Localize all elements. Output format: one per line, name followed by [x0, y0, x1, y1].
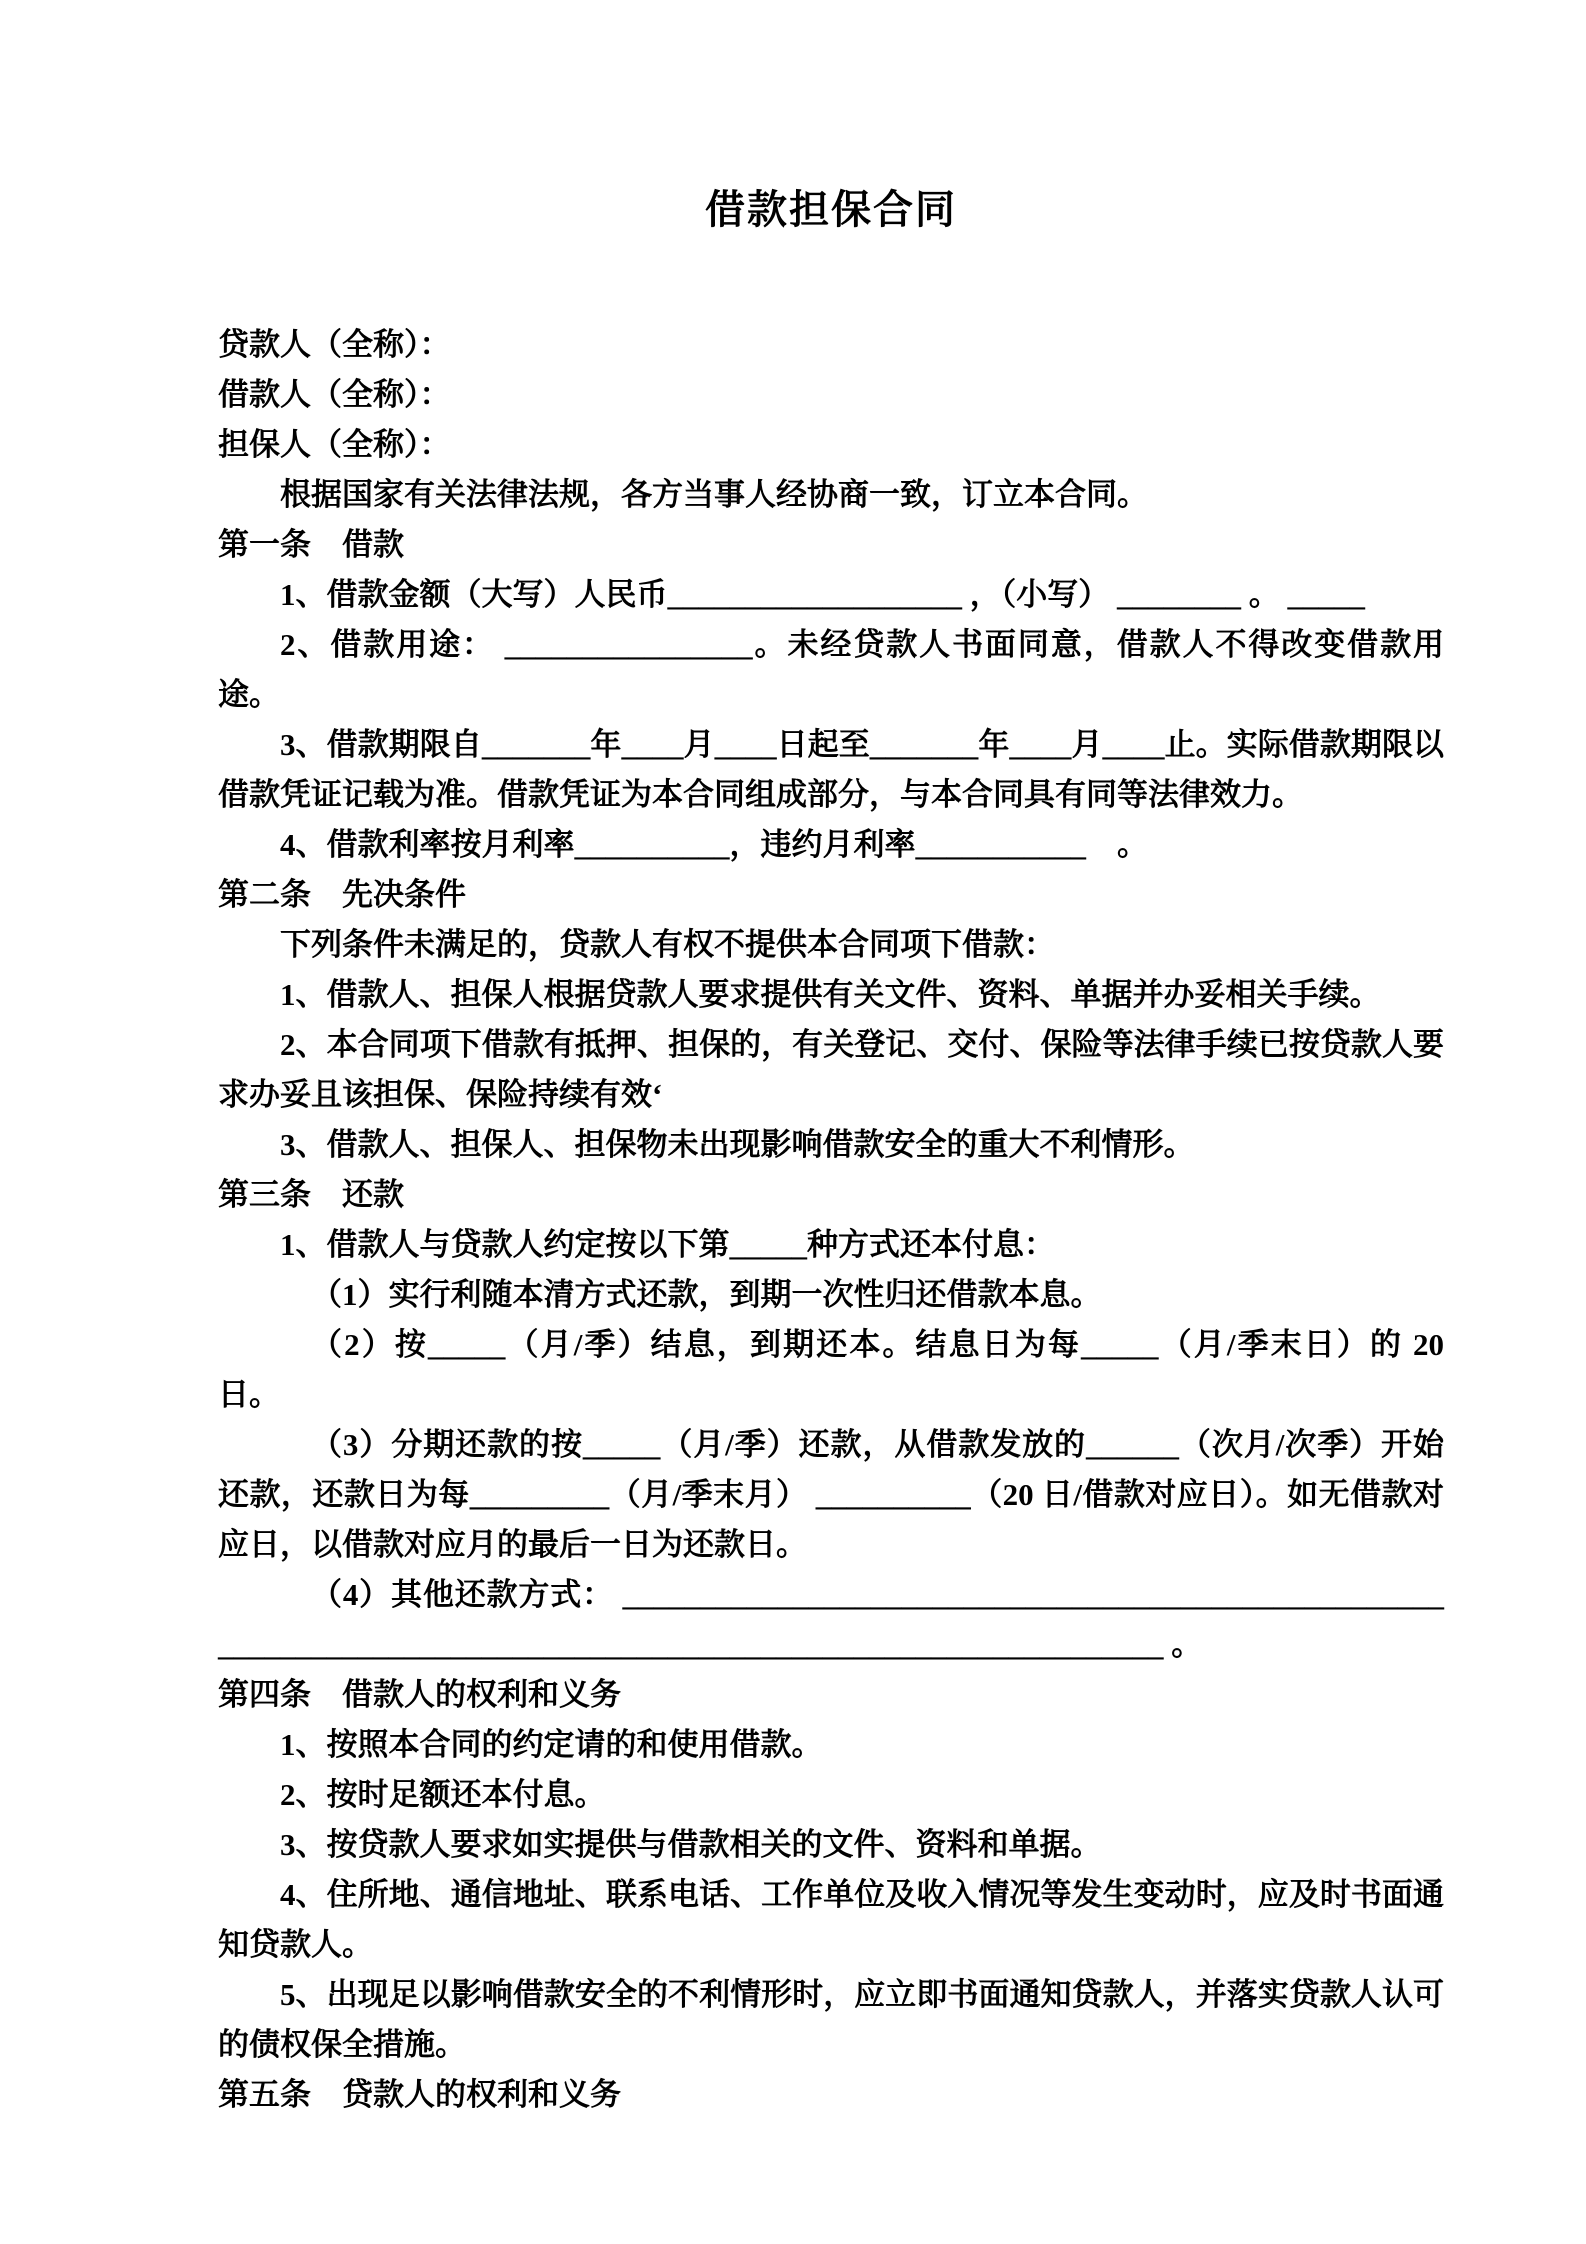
paragraph-text: 1、按照本合同的约定请的和使用借款。	[280, 1727, 823, 1762]
section-heading: 第一条 借款	[218, 527, 404, 562]
paragraph-text: 根据国家有关法律法规，各方当事人经协商一致，订立本合同。	[280, 477, 1148, 512]
section-heading: 第二条 先决条件	[218, 877, 466, 912]
paragraph-text: 2、本合同项下借款有抵押、担保的，有关登记、交付、保险等法律手续已按贷款人要求办妥且该担保、保险持续有效‘	[218, 1027, 1444, 1112]
paragraph-text: 借款人（全称）：	[218, 377, 451, 412]
section-heading: 第五条 贷款人的权利和义务	[218, 2077, 621, 2112]
paragraph-text: （3）分期还款的按_____（月/季）还款，从借款发放的______（次月/次季）开始 还款，还款日为每_________（月/季末月） __________（20 日/借款对应日）。如无借款对应日，以借款对应月的最后一日为还款日。	[218, 1427, 1444, 1562]
paragraph-text: （2）按_____（月/季）结息，到期还本。结息日为每_____（月/季末日）的 20 日。	[218, 1327, 1444, 1412]
paragraph-text: 4、借款利率按月利率__________，违约月利率___________ 。	[280, 827, 1148, 862]
paragraph-text: 2、借款用途： ________________。未经贷款人书面同意，借款人不得改变借款用途。	[218, 627, 1444, 712]
paragraph-text: 5、出现足以影响借款安全的不利情形时，应立即书面通知贷款人，并落实贷款人认可的债权保全措施。	[218, 1977, 1444, 2062]
paragraph-text: 担保人（全称）：	[218, 427, 451, 462]
paragraph-text: 2、按时足额还本付息。	[280, 1777, 606, 1812]
section-heading: 第三条 还款	[218, 1177, 404, 1212]
paragraph-text: （1）实行利随本清方式还款，到期一次性归还借款本息。	[311, 1277, 1102, 1312]
paragraph-text: 下列条件未满足的，贷款人有权不提供本合同项下借款：	[280, 927, 1055, 962]
paragraph-text: 3、按贷款人要求如实提供与借款相关的文件、资料和单据。	[280, 1827, 1102, 1862]
paragraph-text: 1、借款金额（大写）人民币___________________ ，（小写） ________ 。 _____	[280, 577, 1365, 612]
paragraph-text: （4）其他还款方式： __________________________________________________________________________________________________________________ 。	[218, 1577, 1444, 1662]
document-body	[218, 320, 1444, 2120]
paragraph-text: 1、借款人与贷款人约定按以下第_____种方式还本付息：	[280, 1227, 1055, 1262]
paragraph-text: 4、住所地、通信地址、联系电话、工作单位及收入情况等发生变动时，应及时书面通知贷款人。	[218, 1877, 1444, 1962]
paragraph-text: 1、借款人、担保人根据贷款人要求提供有关文件、资料、单据并办妥相关手续。	[280, 977, 1381, 1012]
paragraph-text: 3、借款期限自_______年____月____日起至_______年____月____止。实际借款期限以借款凭证记载为准。借款凭证为本合同组成部分，与本合同具有同等法律效力。	[218, 727, 1444, 812]
section-heading: 第四条 借款人的权利和义务	[218, 1677, 621, 1712]
document-title: 借款担保合同	[705, 187, 957, 232]
paragraph-text: 3、借款人、担保人、担保物未出现影响借款安全的重大不利情形。	[280, 1127, 1195, 1162]
paragraph-text: 贷款人（全称）：	[218, 327, 451, 362]
